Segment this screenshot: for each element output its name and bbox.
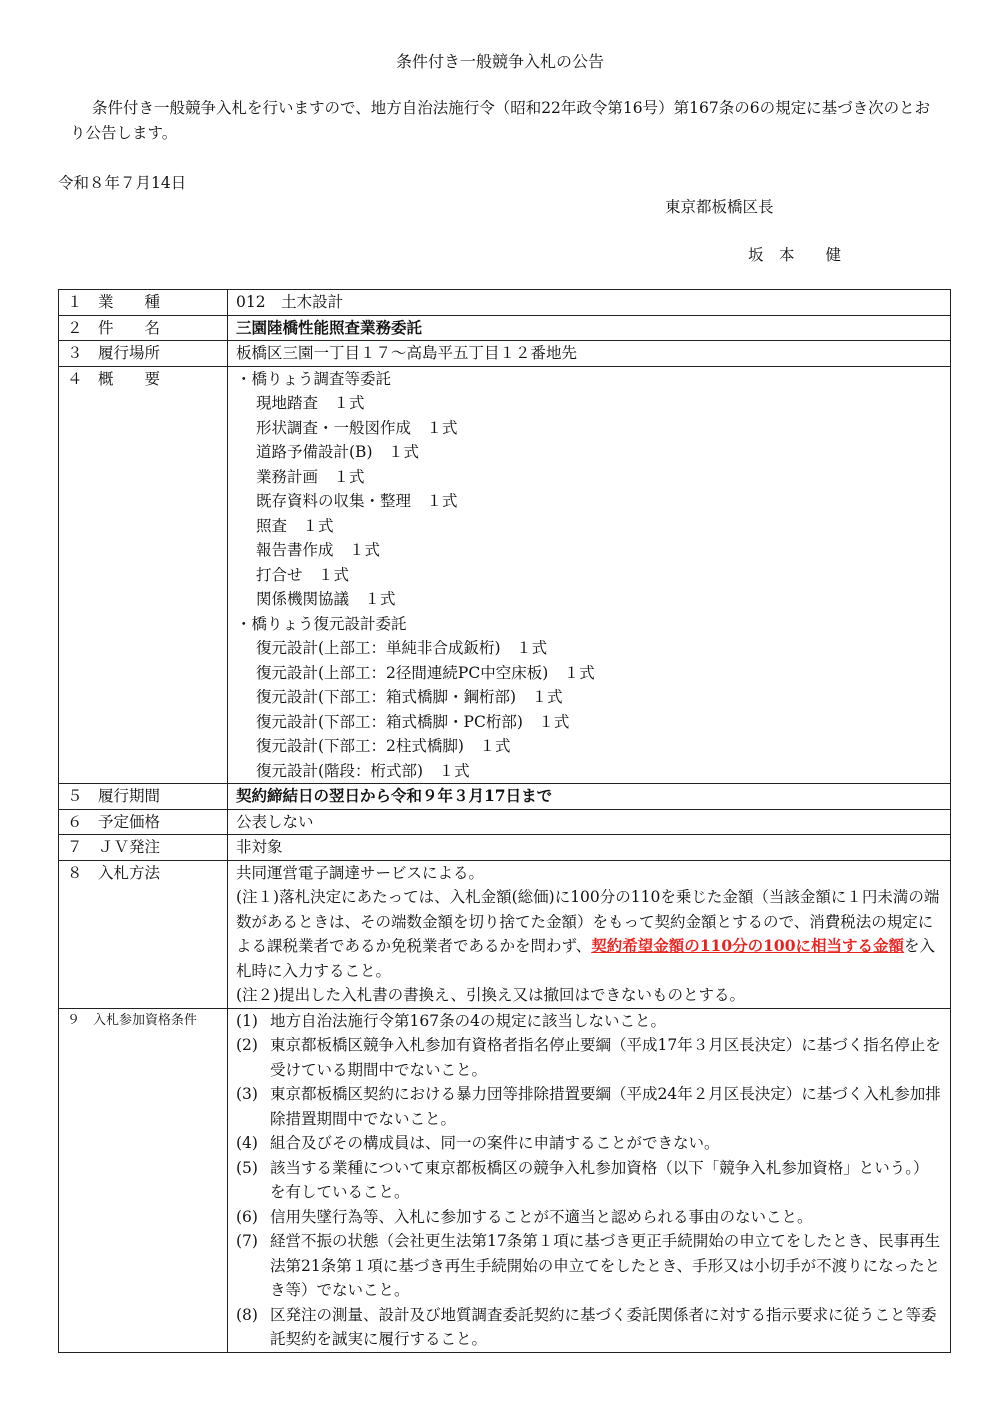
overview-item: 復元設計(上部工：単純非合成鈑桁) １式	[256, 639, 548, 657]
eligibility-item	[236, 1205, 942, 1230]
row-label-bidding-method: ８ 入札方法	[59, 860, 228, 1008]
table-row	[59, 784, 951, 810]
eligibility-item	[236, 1033, 942, 1082]
table-row	[59, 809, 951, 835]
note-1-emphasis: 契約希望金額の110分の100に相当する金額	[591, 936, 904, 955]
overview-item: 打合せ １式	[256, 565, 350, 584]
row-label-subject: ２ 件 名	[59, 315, 228, 341]
overview-group-heading: ・橋りょう復元設計委託	[236, 614, 407, 633]
table-row	[59, 1008, 951, 1352]
overview-item: 報告書作成 １式	[256, 541, 381, 559]
row-label-eligibility: ９ 入札参加資格条件	[59, 1008, 228, 1352]
overview-item: 復元設計(下部工：箱式橋脚・鋼桁部) １式	[256, 688, 563, 706]
item-text: 該当する業種について東京都板橋区の競争入札参加資格（以下「競争入札参加資格」という。）を有していること。	[270, 1158, 929, 1201]
item-number: (8)	[236, 1305, 258, 1324]
row-label-price: ６ 予定価格	[59, 809, 228, 835]
eligibility-item	[236, 1131, 942, 1156]
document-title: 条件付き一般競争入札の公告	[395, 52, 604, 71]
row-value-price: 公表しない	[228, 809, 951, 835]
notice-table	[58, 289, 951, 1353]
bidding-method-line: 共同運営電子調達サービスによる。	[236, 863, 485, 882]
overview-item: 関係機関協議 １式	[256, 590, 396, 608]
row-value-industry: 012 土木設計	[228, 290, 951, 316]
item-number: (3)	[236, 1085, 258, 1103]
row-label-jv: ７ ＪＶ発注	[59, 835, 228, 861]
overview-item: 既存資料の収集・整理 １式	[256, 492, 458, 510]
table-row	[59, 290, 951, 316]
table-row	[59, 366, 951, 784]
intro-paragraph: 条件付き一般競争入札を行いますので、地方自治法施行令（昭和22年政令第16号）第167条の6の規定に基づき次のとおり公告します。	[70, 99, 931, 142]
eligibility-item	[236, 1082, 942, 1131]
issuer-title: 東京都板橋区長	[665, 198, 774, 216]
item-number: (5)	[236, 1158, 258, 1177]
item-text: 信用失墜行為等、入札に参加することが不適当と認められる事由のないこと。	[270, 1207, 813, 1226]
item-text: 東京都板橋区契約における暴力団等排除措置要綱（平成24年２月区長決定）に基づく入札参加排除措置期間中でないこと。	[270, 1085, 941, 1128]
overview-group-heading: ・橋りょう調査等委託	[236, 369, 392, 388]
item-number: (6)	[236, 1207, 258, 1226]
item-number: (4)	[236, 1134, 258, 1152]
item-text: 組合及びその構成員は、同一の案件に申請することができない。	[270, 1134, 720, 1152]
table-row	[59, 341, 951, 367]
overview-item: 復元設計(上部工：2径間連続PC中空床板) １式	[256, 663, 595, 682]
row-label-industry: １ 業 種	[59, 290, 228, 316]
row-label-period: ５ 履行期間	[59, 784, 228, 810]
table-row	[59, 315, 951, 341]
notice-date: 令和８年７月14日	[58, 174, 187, 192]
table-row	[59, 860, 951, 1008]
eligibility-item	[236, 1009, 942, 1034]
item-text: 地方自治法施行令第167条の4の規定に該当しないこと。	[270, 1011, 666, 1030]
row-value-jv: 非対象	[228, 835, 951, 861]
eligibility-item	[236, 1303, 942, 1352]
issuer-name: 坂 本 健	[748, 246, 842, 264]
bidding-note-2: (注２)提出した入札書の書換え、引換え又は撤回はできないものとする。	[236, 986, 746, 1004]
item-text: 区発注の測量、設計及び地質調査委託契約に基づく委託関係者に対する指示要求に従うこと等委託契約を誠実に履行すること。	[270, 1305, 937, 1348]
row-value-subject: 三園陸橋性能照査業務委託	[228, 315, 951, 341]
overview-item: 復元設計(下部工：2柱式橋脚) １式	[256, 737, 511, 755]
row-value-period: 契約締結日の翌日から令和９年３月17日まで	[228, 784, 951, 810]
row-value-location: 板橋区三園一丁目１７～高島平五丁目１２番地先	[228, 341, 951, 367]
overview-item: 道路予備設計(B) １式	[256, 443, 419, 461]
item-text: 経営不振の状態（会社更生法第17条第１項に基づき更正手続開始の申立てをしたとき、民事再生法第21条第１項に基づき再生手続開始の申立てをしたとき、手形又は小切手が不渡りになったとき等）でないこと。	[270, 1232, 941, 1299]
overview-item: 形状調査・一般図作成 １式	[256, 418, 458, 437]
bidding-note-1	[236, 885, 942, 983]
row-label-overview: ４ 概 要	[59, 366, 228, 784]
table-row	[59, 835, 951, 861]
row-label-location: ３ 履行場所	[59, 341, 228, 367]
overview-item: 復元設計(下部工：箱式橋脚・PC桁部) １式	[256, 712, 570, 731]
note-1-text: (注１)落札決定にあたっては、入札金額(総価)に100分の110を乗じた金額（当該金額に１円未満の端数があるときは、その端数金額を切り捨てた金額）をもって契約金額とするので、消費税法の規定による課税業者であるか免税業者であるかを問わず、	[236, 888, 940, 955]
item-number: (7)	[236, 1232, 258, 1250]
item-number: (1)	[236, 1011, 258, 1030]
overview-item: 業務計画 １式	[256, 467, 365, 486]
item-text: 東京都板橋区競争入札参加有資格者指名停止要綱（平成17年３月区長決定）に基づく指名停止を受けている期間中でないこと。	[270, 1036, 941, 1079]
eligibility-item	[236, 1229, 942, 1303]
note-1-text-end: を入札時に入力すること。	[236, 937, 935, 980]
overview-item: 復元設計(階段：桁式部) １式	[256, 761, 470, 780]
row-value-eligibility	[228, 1008, 951, 1352]
overview-item: 現地踏査 １式	[256, 394, 365, 412]
row-value-bidding-method	[228, 860, 951, 1008]
overview-item: 照査 １式	[256, 516, 334, 535]
eligibility-item	[236, 1156, 942, 1205]
item-number: (2)	[236, 1036, 258, 1054]
row-value-overview	[228, 366, 951, 784]
